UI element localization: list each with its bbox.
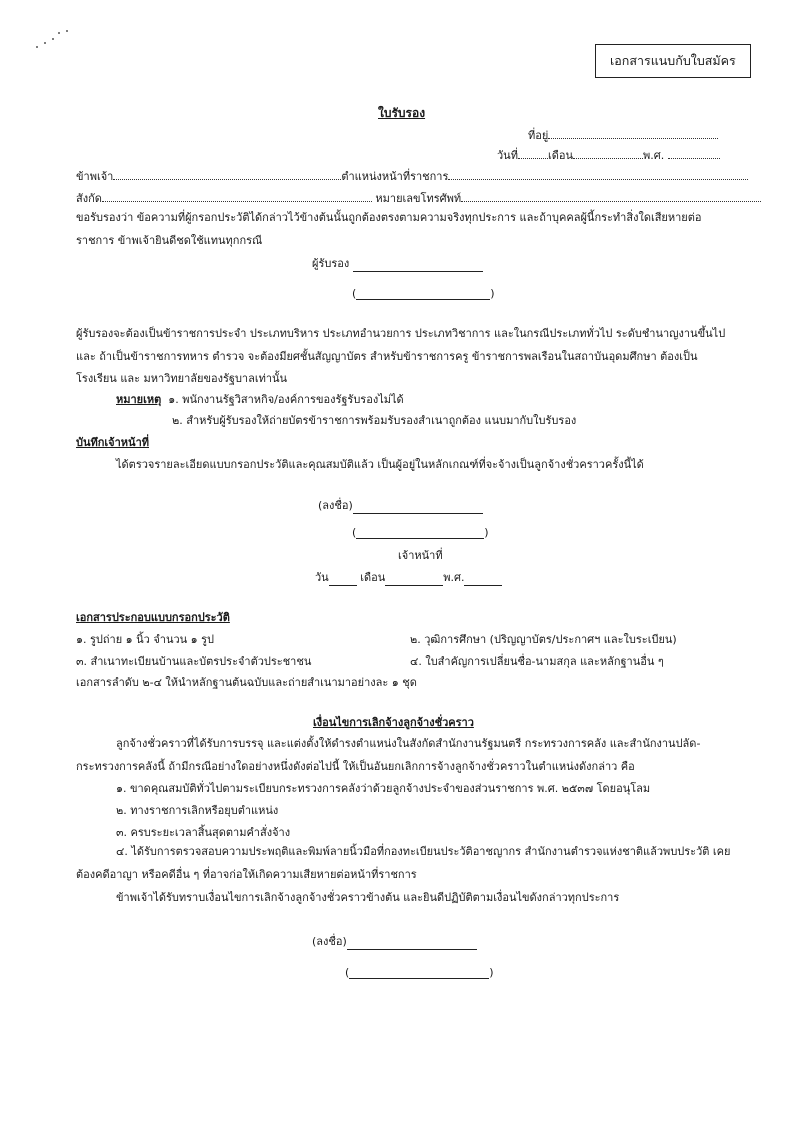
affiliation-label: สังกัด (76, 192, 102, 205)
termination-heading: เงื่อนไขการเลิกจ้างลูกจ้างชั่วคราว (313, 716, 474, 729)
attachment-item: ๒. วุฒิการศึกษา (ปริญญาบัตร/ประกาศฯ และใบระเบียน) (410, 633, 677, 646)
date-field[interactable] (497, 146, 720, 164)
month-label: เดือน (547, 149, 573, 162)
attachment-label-box: เอกสารแนบกับใบสมัคร (595, 44, 751, 78)
remark-item: ๑. พนักงานรัฐวิสาหกิจ/องค์การของรัฐรับรองไม่ได้ (168, 393, 404, 406)
name-position-row[interactable] (76, 167, 748, 185)
officer-date[interactable] (315, 568, 502, 586)
address-field[interactable] (528, 126, 718, 144)
applicant-signature[interactable] (312, 932, 477, 950)
remark-item: ๒. สำหรับผู้รับรองให้ถ่ายบัตรข้าราชการพร้อมรับรองสำเนาถูกต้อง แนบมากับใบรับรอง (172, 414, 577, 427)
month-label: เดือน (360, 571, 386, 584)
certifier-name-paren[interactable]: ( ) (352, 287, 495, 300)
sign-label: (ลงชื่อ) (318, 499, 353, 512)
document-title: ใบรับรอง (378, 106, 426, 120)
termination-item: ๓. ครบระยะเวลาสิ้นสุดตามคำสั่งจ้าง (116, 826, 291, 839)
name-label: ข้าพเจ้า (76, 170, 114, 183)
attachment-item: ๓. สำเนาทะเบียนบ้านและบัตรประจำตัวประชาชน (76, 655, 312, 668)
phone-label: หมายเลขโทรศัพท์ (375, 192, 462, 205)
attachment-item: ๔. ใบสำคัญการเปลี่ยนชื่อ-นามสกุล และหลักฐานอื่น ๆ (410, 655, 664, 668)
year-label: พ.ศ. (443, 571, 465, 584)
officer-name-paren[interactable]: ( ) (352, 526, 489, 539)
applicant-name-paren[interactable]: ( ) (345, 966, 494, 979)
certifier-signature[interactable] (312, 254, 483, 272)
attachments-heading: เอกสารประกอบแบบกรอกประวัติ (76, 611, 230, 624)
officer-note-text: ได้ตรวจรายละเอียดแบบกรอกประวัติและคุณสมบัติแล้ว เป็นผู้อยู่ในหลักเกณฑ์ที่จะจ้างเป็นลูกจ้างชั่วคราวครั้งนี้ได้ (116, 458, 644, 471)
position-label: ตำแหน่งหน้าที่ราชการ (341, 170, 449, 183)
acknowledge-text: ข้าพเจ้าได้รับทราบเงื่อนไขการเลิกจ้างลูกจ้างชั่วคราวข้างต้น และยินดีปฏิบัติตามเงื่อนไขดังกล่าวทุกประการ (116, 891, 620, 904)
officer-note-heading: บันทึกเจ้าหน้าที่ (76, 436, 149, 449)
certify-text: ขอรับรองว่า ข้อความที่ผู้กรอกประวัติได้กล่าวไว้ข้างต้นนั้นถูกต้องตรงตามความจริงทุกประการ และถ้าบุคคลผู้นี้กระทำสิ่งใดเสียหายต่อราชการ ข้าพเจ้ายินดีชดใช้แทนทุกกรณี (76, 211, 702, 247)
officer-signature[interactable] (318, 496, 483, 514)
qualification-text: ผู้รับรองจะต้องเป็นข้าราชการประจำ ประเภทบริหาร ประเภทอำนวยการ ประเภทวิชาการ และในกรณีประเภททั่วไป ระดับชำนาญงานขึ้นไป และ ถ้าเป็นข้าราชการทหาร ตำรวจ จะต้องมียศชั้นสัญญาบัตร สำหรับข้าราชการครู ข้าราชการพลเรือนในสถาบันอุดมศึกษา ต้องเป็นโรงเรียน และ มหาวิทยาลัยของรัฐบาลเท่านั้น (76, 327, 726, 385)
termination-item: ๔. ได้รับการตรวจสอบความประพฤติและพิมพ์ลายนิ้วมือที่กองทะเบียนประวัติอาชญากร สำนักงานตำรวจแห่งชาติแล้วพบประวัติ เคยต้องคดีอาญา หรือคดีอื่น ๆ ที่อาจก่อให้เกิดความเสียหายต่อหน้าที่ราชการ (76, 845, 731, 881)
certifier-label: ผู้รับรอง (312, 257, 350, 270)
attachment-item: ๑. รูปถ่าย ๑ นิ้ว จำนวน ๑ รูป (76, 633, 215, 646)
address-label: ที่อยู่ (528, 129, 549, 142)
year-label: พ.ศ. (642, 149, 665, 162)
sign-label: (ลงชื่อ) (312, 935, 347, 948)
day-label: วัน (315, 571, 329, 584)
attachments-note: เอกสารลำดับ ๒-๔ ให้นำหลักฐานต้นฉบับและถ่ายสำเนามาอย่างละ ๑ ชุด (76, 676, 417, 689)
day-label: วันที่ (497, 149, 518, 162)
termination-item: ๑. ขาดคุณสมบัติทั่วไปตามระเบียบกระทรวงการคลังว่าด้วยลูกจ้างประจำของส่วนราชการ พ.ศ. ๒๕๓๗ โดยอนุโลม (116, 782, 651, 795)
scan-specks (28, 28, 88, 58)
officer-label: เจ้าหน้าที่ (398, 549, 443, 562)
termination-item: ๒. ทางราชการเลิกหรือยุบตำแหน่ง (116, 804, 279, 817)
affiliation-phone-row[interactable] (76, 189, 761, 207)
remarks (116, 390, 404, 408)
termination-intro: ลูกจ้างชั่วคราวที่ได้รับการบรรจุ และแต่งตั้งให้ดำรงตำแหน่งในสังกัดสำนักงานรัฐมนตรี กระทรวงการคลัง และสำนักงานปลัด-กระทรวงการคลังนี้ ถ้ามีกรณีอย่างใดอย่างหนึ่งดังต่อไปนี้ ให้เป็นอันยกเลิกการจ้างลูกจ้างชั่วคราวในตำแหน่งดังกล่าว คือ (76, 737, 701, 773)
remarks-label: หมายเหตุ (116, 393, 162, 406)
